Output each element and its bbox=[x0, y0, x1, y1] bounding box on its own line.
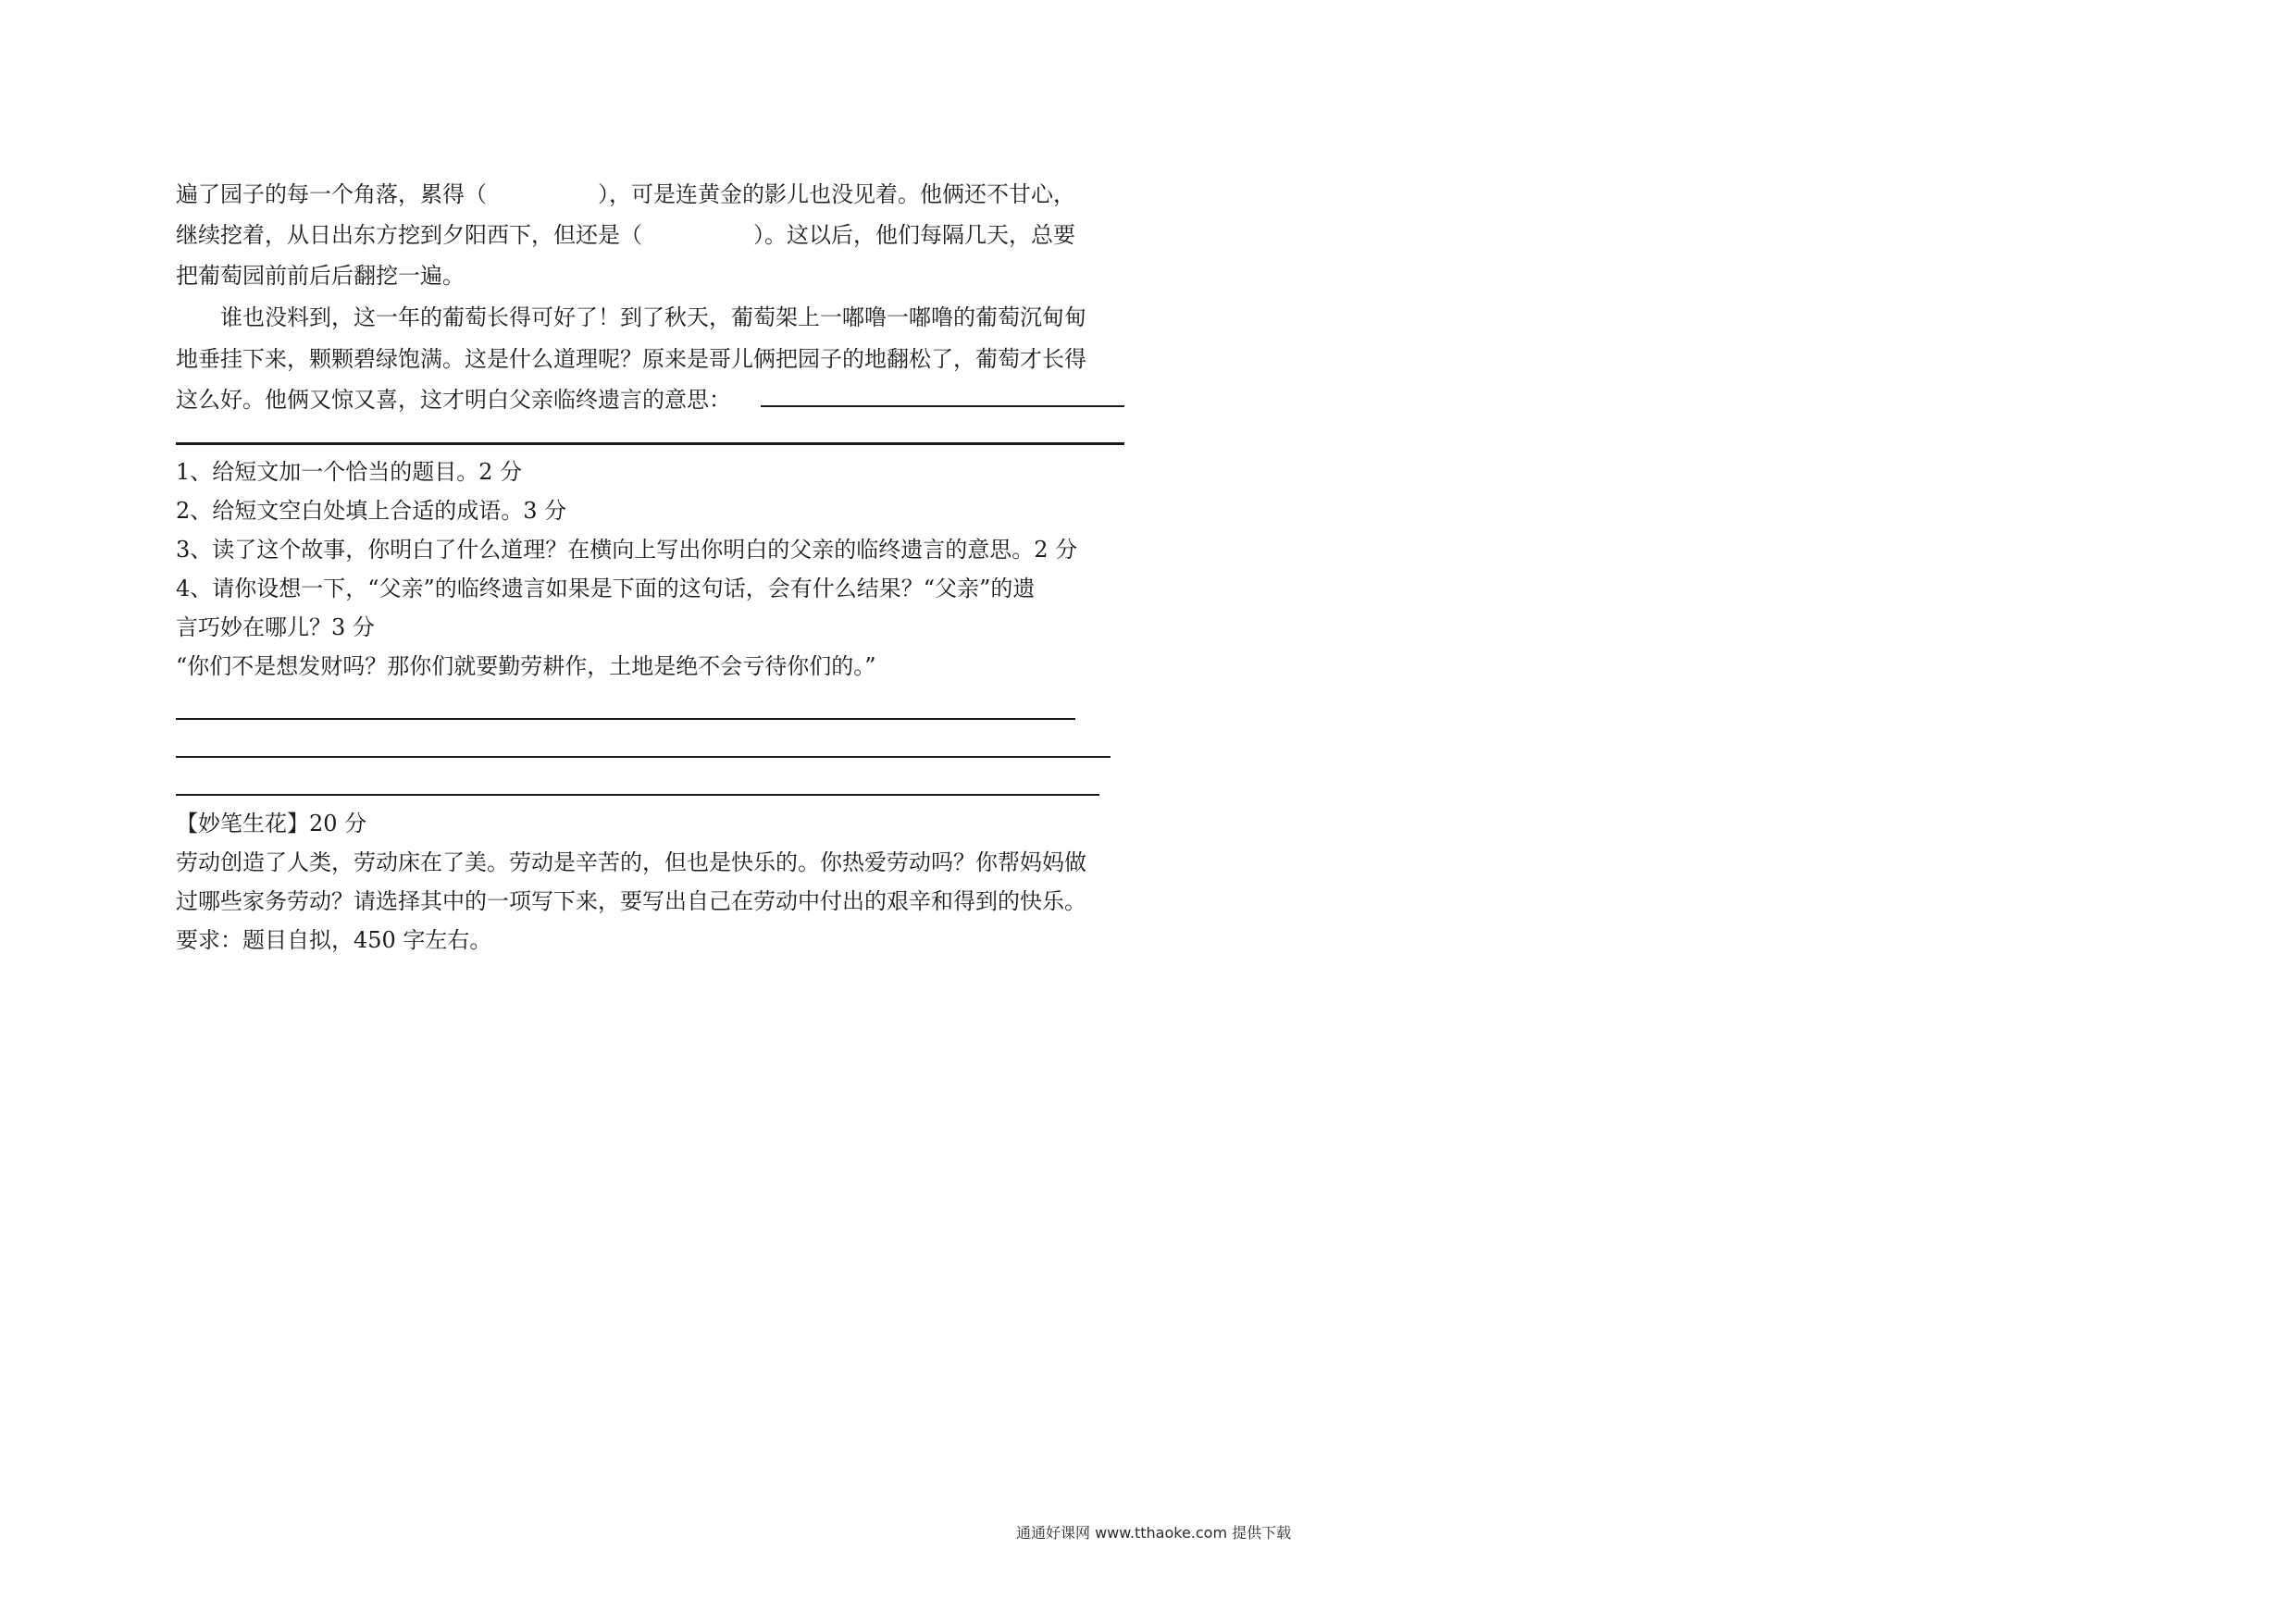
passage-line-2 bbox=[176, 217, 1075, 254]
question-4-line-2: 言巧妙在哪儿？3 分 bbox=[176, 614, 375, 640]
passage-line-4: 谁也没料到，这一年的葡萄长得可好了！到了秋天，葡萄架上一嘟噜一嘟噜的葡萄沉甸甸 bbox=[220, 304, 1086, 330]
footer-source: 通通好课网 www.tthaoke.com 提供下载 bbox=[1016, 1524, 1292, 1542]
answer-line-1[interactable] bbox=[176, 718, 1075, 720]
passage-line-5: 地垂挂下来，颗颗碧绿饱满。这是什么道理呢？原来是哥儿俩把园子的地翻松了，葡萄才长得 bbox=[176, 346, 1086, 372]
writing-line-1: 劳动创造了人类，劳动床在了美。劳动是辛苦的，但也是快乐的。你热爱劳动吗？你帮妈妈做 bbox=[176, 849, 1086, 875]
question-3: 3、读了这个故事，你明白了什么道理？在横向上写出你明白的父亲的临终遗言的意思。2 分 bbox=[176, 537, 1078, 563]
answer-line-2[interactable] bbox=[176, 756, 1111, 758]
title-answer-rule[interactable] bbox=[176, 442, 1124, 445]
question-2: 2、给短文空白处填上合适的成语。3 分 bbox=[176, 498, 567, 524]
writing-heading: 【妙笔生花】20 分 bbox=[176, 811, 367, 836]
writing-requirement: 要求：题目自拟，450 字左右。 bbox=[176, 927, 492, 953]
writing-line-2: 过哪些家务劳动？请选择其中的一项写下来，要写出自己在劳动中付出的艰辛和得到的快乐。 bbox=[176, 888, 1086, 914]
passage-line-1-start: 遍了园子的每一个角落，累得（ bbox=[176, 181, 487, 207]
passage-line-1-end: ），可是连黄金的影儿也没见着。他俩还不甘心， bbox=[598, 181, 1075, 207]
answer-line-3[interactable] bbox=[176, 794, 1099, 796]
meaning-answer-line[interactable] bbox=[761, 405, 1124, 407]
question-4-quote: “你们不是想发财吗？那你们就要勤劳耕作，土地是绝不会亏待你们的。” bbox=[176, 653, 876, 679]
passage-line-1 bbox=[176, 176, 1075, 213]
question-4-line-1: 4、请你设想一下，“父亲”的临终遗言如果是下面的这句话，会有什么结果？“父亲”的遗 bbox=[176, 576, 1036, 601]
passage-line-3: 把葡萄园前前后后翻挖一遍。 bbox=[176, 263, 465, 289]
passage-line-6: 这么好。他俩又惊又喜，这才明白父亲临终遗言的意思： bbox=[176, 387, 731, 413]
passage-line-2-end: ）。这以后，他们每隔几天，总要 bbox=[753, 222, 1075, 248]
question-1: 1、给短文加一个恰当的题目。2 分 bbox=[176, 459, 523, 485]
passage-line-2-start: 继续挖着，从日出东方挖到夕阳西下，但还是（ bbox=[176, 222, 642, 248]
